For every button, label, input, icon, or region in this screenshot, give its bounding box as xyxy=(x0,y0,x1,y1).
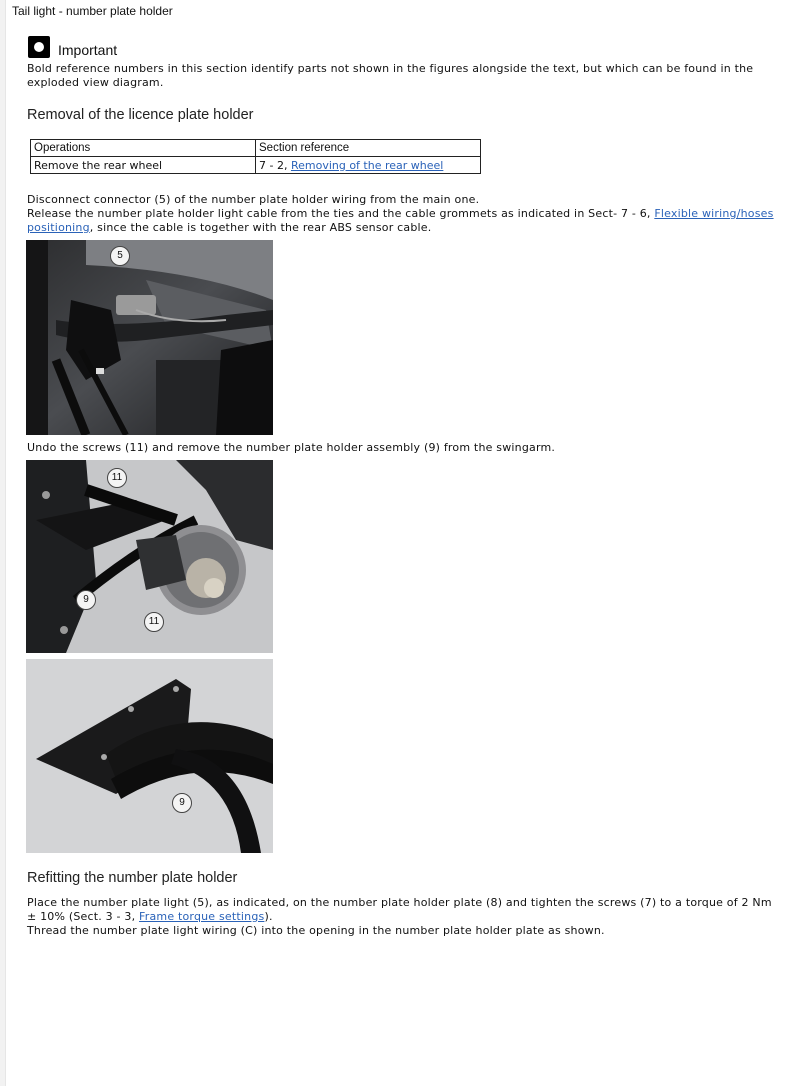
important-text: Bold reference numbers in this section identify parts not shown in the figures alongside the text, but which can be found in the exploded view diagram. xyxy=(27,62,754,89)
photo-connector xyxy=(26,240,273,435)
removing-rear-wheel-link[interactable]: Removing of the rear wheel xyxy=(290,158,444,172)
refitting-heading: Refitting the number plate holder xyxy=(27,870,238,886)
photo-plate-holder-image xyxy=(26,659,273,853)
disconnect-text: Disconnect connector (5) of the number plate holder wiring from the main one. xyxy=(27,193,480,206)
page-title: Tail light - number plate holder xyxy=(12,4,173,18)
table-header-row xyxy=(31,140,481,157)
important-title: Important xyxy=(58,42,118,58)
table-row xyxy=(31,157,481,174)
callout-9-assembly: 9 xyxy=(172,793,192,813)
table-cell-operation: Remove the rear wheel xyxy=(31,157,256,174)
operations-table xyxy=(30,139,481,174)
table-cell-reference xyxy=(256,157,481,174)
thread-wiring-text: Thread the number plate light wiring (C) into the opening in the number plate holder plate as shown. xyxy=(27,924,605,937)
removal-paragraph-2: Undo the screws (11) and remove the number plate holder assembly (9) from the swingarm. xyxy=(27,441,556,454)
reference-prefix: 7 - 2, xyxy=(259,158,291,172)
table-header-operations: Operations xyxy=(31,140,256,157)
place-light-text-end: ). xyxy=(264,910,273,923)
callout-11-top: 11 xyxy=(107,468,127,488)
important-note xyxy=(28,36,117,58)
removal-paragraph-1 xyxy=(27,193,782,235)
photo-swingarm xyxy=(26,460,273,653)
left-margin-rule xyxy=(0,0,6,1086)
flexible-wiring-link[interactable]: Flexible wiring/hoses positioning xyxy=(27,207,774,234)
callout-11-bottom: 11 xyxy=(144,612,164,632)
removal-heading: Removal of the licence plate holder xyxy=(27,107,254,123)
photo-plate-holder-assembly xyxy=(26,659,273,853)
important-icon xyxy=(28,36,50,58)
callout-9: 9 xyxy=(76,590,96,610)
place-light-text: Place the number plate light (5), as indicated, on the number plate holder plate (8) and tighten the screws (7) to a torque of 2 Nm ± 10% (Sect. 3 - 3, xyxy=(27,896,772,923)
release-text: Release the number plate holder light cable from the ties and the cable grommets as indicated in Sect- 7 - 6, xyxy=(27,207,655,220)
refitting-paragraph xyxy=(27,896,782,938)
callout-5: 5 xyxy=(110,246,130,266)
table-header-section-reference: Section reference xyxy=(256,140,481,157)
photo-connector-image xyxy=(26,240,273,435)
frame-torque-settings-link[interactable]: Frame torque settings xyxy=(139,910,265,923)
release-text-end: , since the cable is together with the rear ABS sensor cable. xyxy=(89,221,432,234)
